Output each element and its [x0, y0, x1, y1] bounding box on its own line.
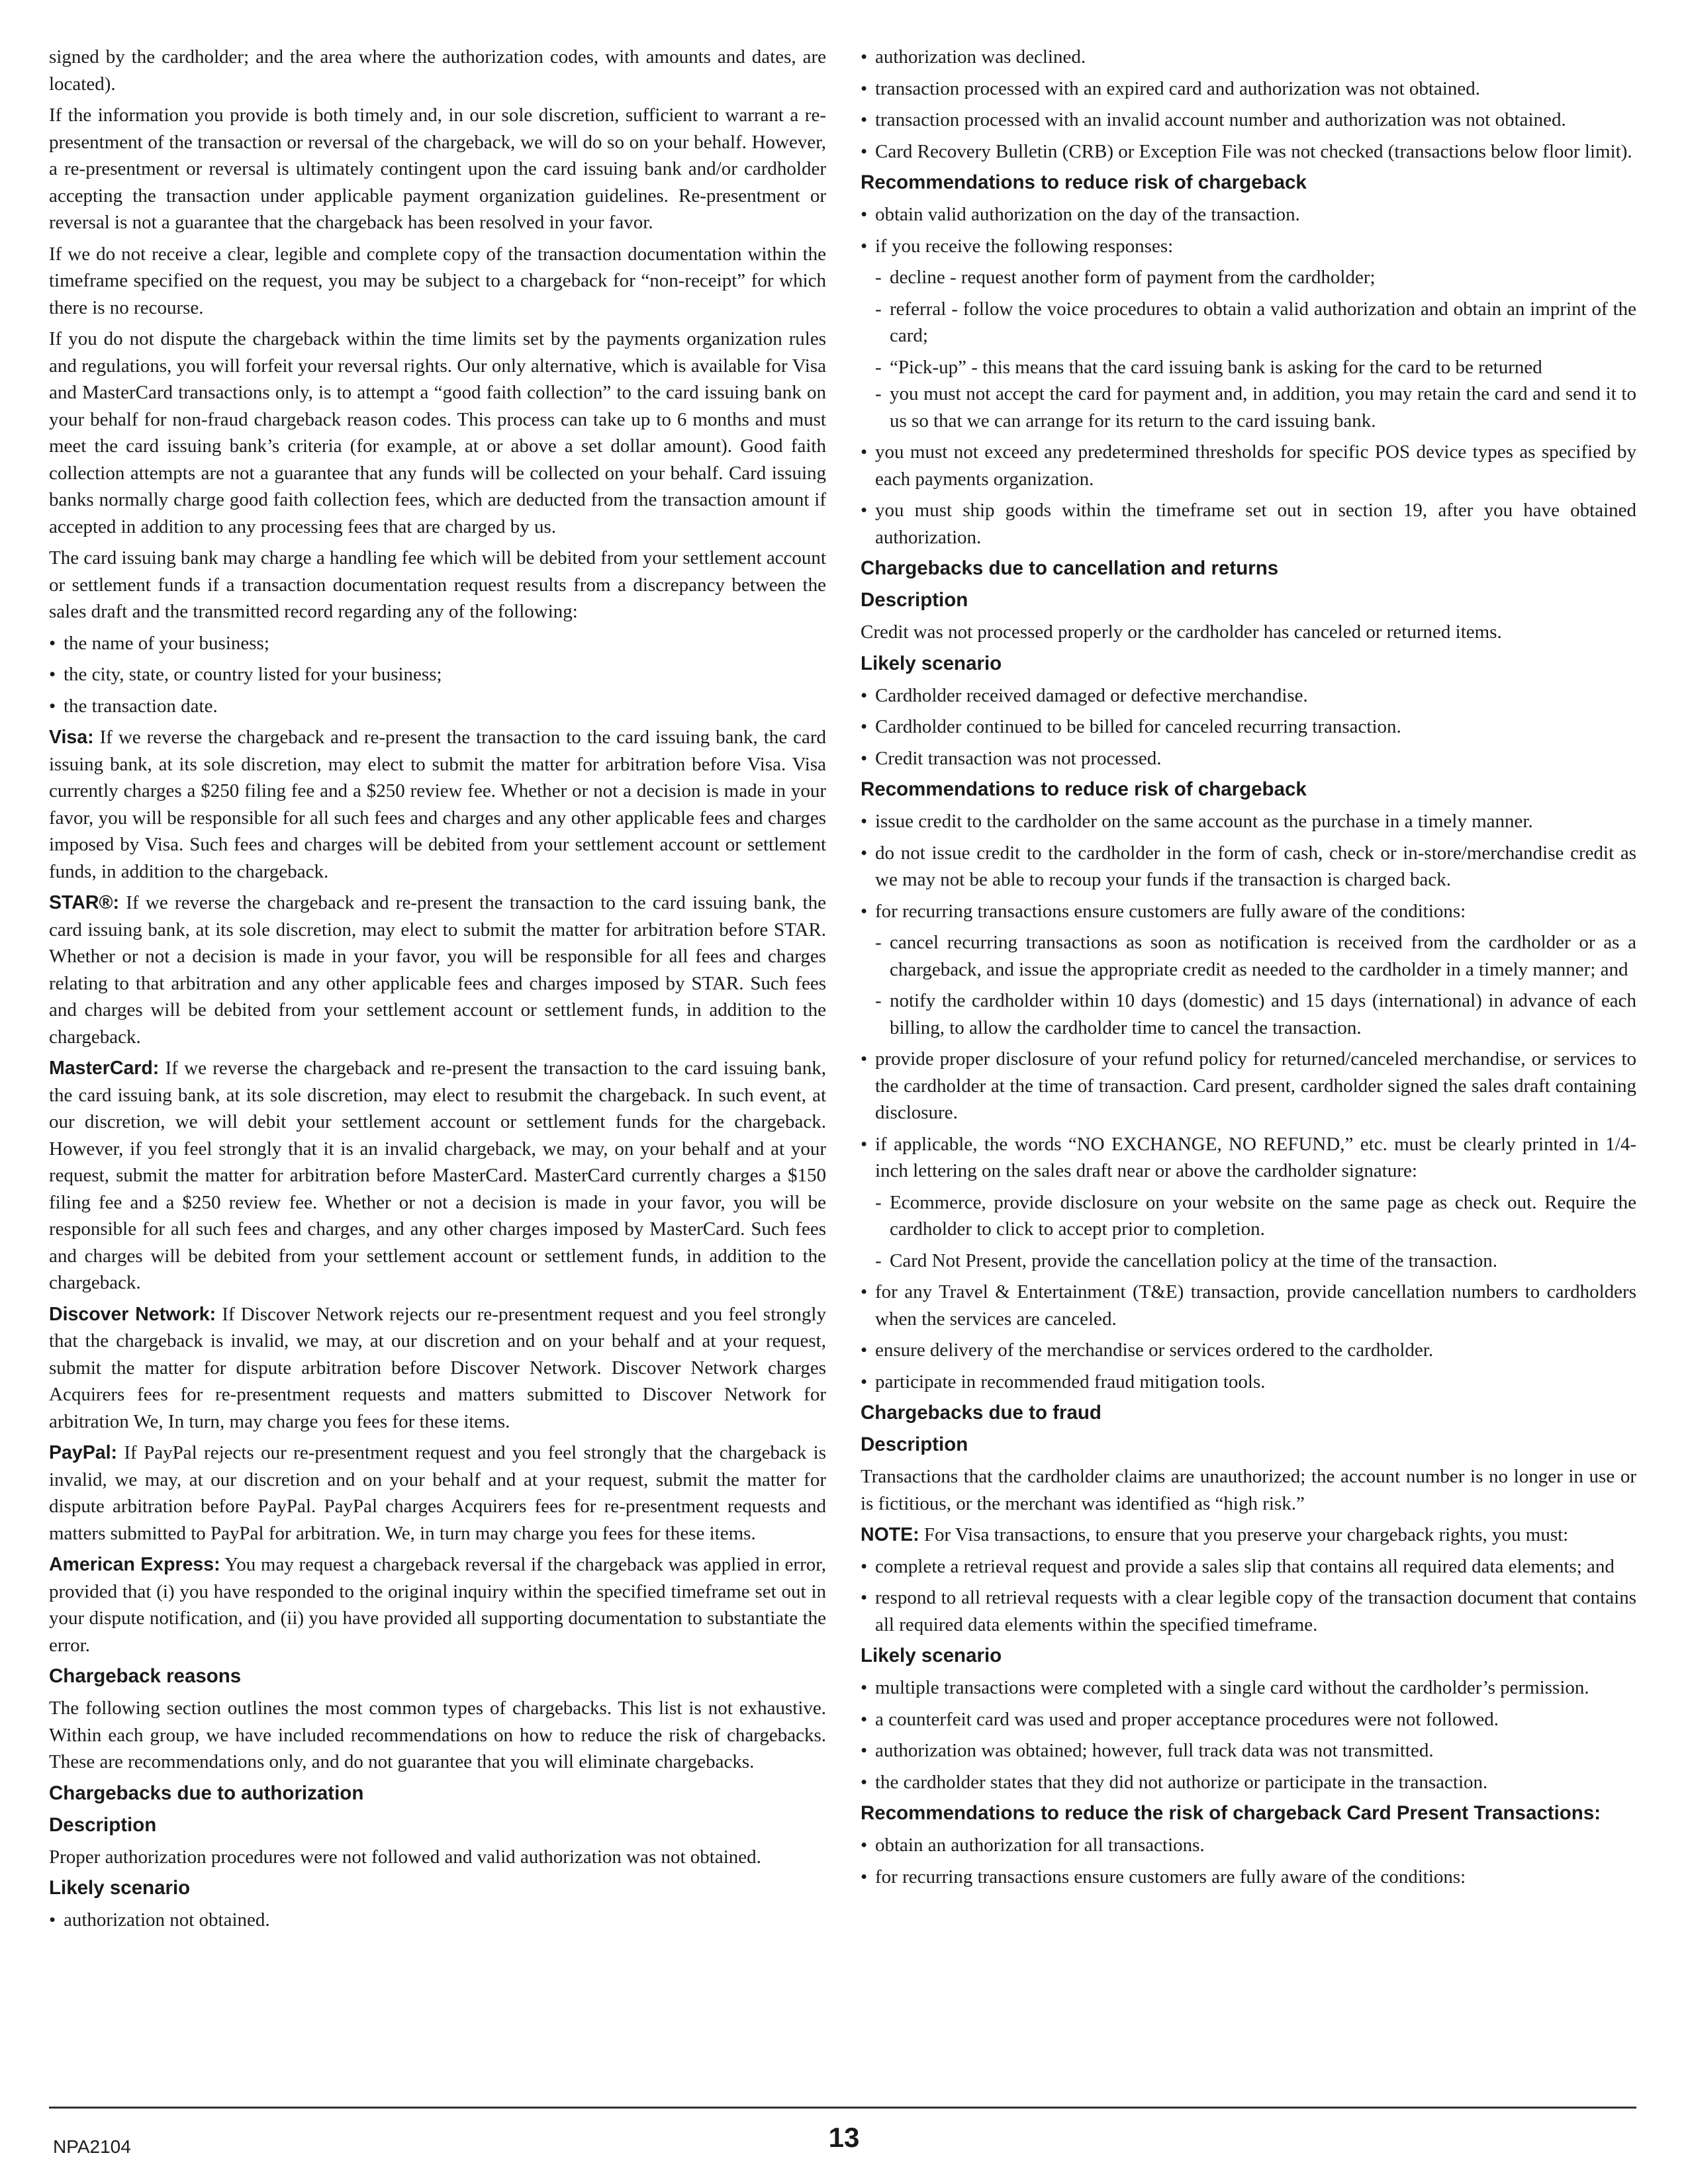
note-text: For Visa transactions, to ensure that you preserve your chargeback rights, you must: — [923, 1524, 1569, 1545]
star-text: If we reverse the chargeback and re-present the transaction to the card issuing bank, the card issuing bank, at its sole discretion, may elect to submit the matter for arbitration before STAR. Whether or not a decision is made in your favor, you will be responsible for all fees and charges relating to that arbitration and any other applicable fees and charges imposed by STAR. Such fees and charges will be debited from your settlement account or settlement funds, in addition to the chargeback. — [49, 892, 826, 1048]
mastercard-text: If we reverse the chargeback and re-present the transaction to the card issuing bank, the card issuing bank, at its sole discretion, may elect to resubmit the chargeback. In such event, at our discretion, we will debit your settlement account or settlement funds for the chargeback. However, if you feel strongly that it is an invalid chargeback, we may, on your behalf and at your request, submit the matter for arbitration before MasterCard. MasterCard currently charges a $150 filing fee and a $250 review fee. Whether or not a decision is made in your favor, you will be responsible for all such fees and charges, and any other charges imposed by MasterCard. Such fees and charges will be debited from your settlement account or settlement funds, in addition to the chargeback. — [49, 1058, 827, 1293]
paypal-lead: PayPal: — [49, 1442, 117, 1463]
bullet-list — [861, 44, 1636, 165]
star-lead: STAR®: — [49, 892, 119, 913]
section-heading: Recommendations to reduce the risk of chargeback Card Present Transactions: — [861, 1802, 1601, 1824]
list-item: • Card Recovery Bulletin (CRB) or Exception File was not checked (transactions below floor limit). — [861, 138, 1636, 165]
list-item: • transaction processed with an expired card and authorization was not obtained. — [861, 75, 1636, 103]
list-item: • respond to all retrieval requests with a clear legible copy of the transaction document that contains all required data elements within the specified timeframe. — [861, 1584, 1636, 1638]
subheading: Description — [861, 1433, 968, 1455]
left-column — [49, 44, 826, 1938]
section-heading: Recommendations to reduce risk of chargeback — [861, 778, 1307, 800]
list-item: • the cardholder states that they did not authorize or participate in the transaction. — [861, 1769, 1636, 1796]
subheading: Likely scenario — [861, 1645, 1002, 1666]
bullet-list — [861, 1553, 1636, 1639]
list-item: - decline - request another form of payment from the cardholder; — [861, 264, 1636, 291]
dash-list — [861, 929, 1636, 1041]
paragraph: If we do not receive a clear, legible and complete copy of the transaction documentation within the timeframe specified on the request, you may be subject to a chargeback for “non-receipt” for which there is no recourse. — [49, 243, 826, 318]
bullet-list — [861, 1279, 1636, 1395]
list-item: • issue credit to the cardholder on the same account as the purchase in a timely manner. — [861, 808, 1636, 835]
dash-list — [861, 264, 1636, 434]
subheading: Likely scenario — [49, 1877, 191, 1899]
section-heading: Chargebacks due to cancellation and returns — [861, 557, 1279, 579]
list-item: • ensure delivery of the merchandise or services ordered to the cardholder. — [861, 1337, 1636, 1364]
list-item: - Ecommerce, provide disclosure on your website on the same page as check out. Require the cardholder to click to accept prior to completion. — [861, 1189, 1636, 1243]
amex-paragraph — [49, 1551, 826, 1659]
bullet-list — [861, 1674, 1636, 1796]
list-item: • a counterfeit card was used and proper acceptance procedures were not followed. — [861, 1706, 1636, 1733]
paragraph: The card issuing bank may charge a handling fee which will be debited from your settlement account or settlement funds if a transaction documentation request results from a discrepancy between the sales draft and the transmitted record regarding any of the following: — [49, 547, 826, 622]
paragraph: Credit was not processed properly or the cardholder has canceled or returned items. — [861, 621, 1502, 643]
subheading: Description — [861, 589, 968, 611]
subheading: Description — [49, 1813, 157, 1836]
list-item: • Cardholder continued to be billed for canceled recurring transaction. — [861, 713, 1636, 741]
visa-lead: Visa: — [49, 727, 94, 748]
visa-paragraph — [49, 724, 826, 885]
list-item: • if applicable, the words “NO EXCHANGE, NO REFUND,” etc. must be clearly printed in 1/4-inch lettering on the sales draft near or above the cardholder signature: — [861, 1131, 1636, 1185]
bullet-list — [861, 1832, 1636, 1890]
list-item: - you must not accept the card for payment and, in addition, you may retain the card and send it to us so that we can arrange for its return to the card issuing bank. — [861, 381, 1636, 434]
subheading: Likely scenario — [861, 652, 1002, 674]
list-item: • authorization was declined. — [861, 44, 1636, 71]
note-lead: NOTE: — [861, 1524, 919, 1545]
discover-text: If Discover Network rejects our re-presentment request and you feel strongly that the chargeback is invalid, we may, at our discretion and on your behalf and at your request, submit the matter for dispute arbitration before Discover Network. Discover Network charges Acquirers fees for re-presentment requests and matters submitted to Discover Network for arbitration We, In turn, may charge you fees for these items. — [49, 1303, 826, 1432]
list-item: • obtain an authorization for all transactions. — [861, 1832, 1636, 1859]
amex-text: You may request a chargeback reversal if the chargeback was applied in error, provided that (i) you have responded to the original inquiry within the specified timeframe set out in your dispute notification, and (ii) you have provided all supporting documentation to substantiate the error. — [49, 1554, 826, 1656]
bullet-list — [861, 201, 1636, 259]
dash-list — [861, 1189, 1636, 1275]
page-number: 13 — [828, 2122, 860, 2153]
right-column — [861, 44, 1636, 1895]
list-item: • you must not exceed any predetermined thresholds for specific POS device types as specified by each payments organization. — [861, 439, 1636, 492]
paragraph: The following section outlines the most common types of chargebacks. This list is not exhaustive. Within each group, we have included recommendations on how to reduce the risk of chargebacks. These are recommendations only, and do not guarantee that you will eliminate chargebacks. — [49, 1698, 826, 1772]
list-item: • the city, state, or country listed for your business; — [49, 661, 826, 688]
paragraph: Proper authorization procedures were not followed and valid authorization was not obtained. — [49, 1846, 761, 1868]
paypal-text: If PayPal rejects our re-presentment request and you feel strongly that the chargeback is invalid, we may, at our discretion and on your behalf and at your request, submit the matter for dispute arbitration before PayPal. PayPal charges Acquirers fees for re-presentment requests and matters submitted to PayPal for arbitration. We, in turn may charge you fees for these items. — [49, 1442, 827, 1544]
document-code: NPA2104 — [53, 2136, 131, 2157]
mastercard-lead: MasterCard: — [49, 1058, 160, 1079]
paragraph: If the information you provide is both timely and, in our sole discretion, sufficient to warrant a re-presentment of the transaction or reversal of the chargeback, we will do so on your behalf. However, a re-presentment or reversal is ultimately contingent upon the card issuing bank and/or cardholder accepting the transaction under applicable payment organization guidelines. Re-presentment or reversal is not a guarantee that the chargeback has been resolved in your favor. — [49, 105, 826, 233]
list-item: • obtain valid authorization on the day of the transaction. — [861, 201, 1636, 228]
footer-divider — [49, 2107, 1636, 2109]
bullet-list — [49, 630, 826, 720]
discover-paragraph — [49, 1301, 826, 1435]
list-item: • for any Travel & Entertainment (T&E) transaction, provide cancellation numbers to cardholders when the services are canceled. — [861, 1279, 1636, 1332]
list-item: • transaction processed with an invalid account number and authorization was not obtained. — [861, 107, 1636, 134]
list-item: - cancel recurring transactions as soon as notification is received from the cardholder or as a chargeback, and issue the appropriate credit as needed to the cardholder in a timely manner; and — [861, 929, 1636, 983]
bullet-list — [861, 682, 1636, 772]
star-paragraph — [49, 889, 826, 1050]
list-item: • the name of your business; — [49, 630, 826, 657]
list-item: - “Pick-up” - this means that the card issuing bank is asking for the card to be returned — [861, 354, 1636, 381]
paragraph: If you do not dispute the chargeback within the time limits set by the payments organization rules and regulations, you will forfeit your reversal rights. Our only alternative, which is available for Visa and MasterCard transactions only, is to attempt a “good faith collection” to the card issuing bank on your behalf for non-fraud chargeback reason codes. This process can take up to 6 months and must meet the card issuing bank’s criteria (for example, at or above a set dollar amount). Good faith collection attempts are not a guarantee that any funds will be collected on your behalf. Card issuing banks normally charge good faith collection fees, which are deducted from the transaction amount if accepted in addition to any processing fees that are charged by us. — [49, 328, 826, 537]
list-item: - Card Not Present, provide the cancellation policy at the time of the transaction. — [861, 1248, 1636, 1275]
list-item: • multiple transactions were completed with a single card without the cardholder’s permission. — [861, 1674, 1636, 1702]
section-heading: Chargebacks due to fraud — [861, 1402, 1102, 1424]
list-item: • authorization not obtained. — [49, 1907, 826, 1934]
paragraph: Transactions that the cardholder claims are unauthorized; the account number is no longer in use or is fictitious, or the merchant was identified as “high risk.” — [861, 1466, 1636, 1514]
visa-text: If we reverse the chargeback and re-present the transaction to the card issuing bank, the card issuing bank, at its sole discretion, may elect to submit the matter for arbitration before Visa. Visa currently charges a $250 filing fee and a $250 review fee. Whether or not a decision is made in your favor, you will be responsible for all such fees and charges and any other applicable fees and charges imposed by Visa. Such fees and charges will be debited from your settlement account or settlement funds, in addition to the chargeback. — [49, 727, 827, 882]
section-heading: Recommendations to reduce risk of chargeback — [861, 171, 1307, 193]
note-paragraph — [861, 1522, 1636, 1549]
amex-lead: American Express: — [49, 1554, 220, 1575]
list-item: • participate in recommended fraud mitigation tools. — [861, 1369, 1636, 1396]
list-item: • provide proper disclosure of your refund policy for returned/canceled merchandise, or services to the cardholder at the time of transaction. Card present, cardholder signed the sales draft containing disclosure. — [861, 1046, 1636, 1126]
list-item: • if you receive the following responses: — [861, 233, 1636, 260]
list-item: • authorization was obtained; however, full track data was not transmitted. — [861, 1737, 1636, 1764]
paragraph: signed by the cardholder; and the area where the authorization codes, with amounts and dates, are located). — [49, 46, 826, 95]
list-item: - referral - follow the voice procedures to obtain a valid authorization and obtain an imprint of the card; — [861, 296, 1636, 349]
list-item: • for recurring transactions ensure customers are fully aware of the conditions: — [861, 1864, 1636, 1891]
bullet-list — [49, 1907, 826, 1934]
list-item: • do not issue credit to the cardholder in the form of cash, check or in-store/merchandise credit as we may not be able to recoup your funds if the transaction is charged back. — [861, 840, 1636, 893]
mastercard-paragraph — [49, 1055, 826, 1297]
bullet-list — [861, 1046, 1636, 1185]
section-heading: Chargeback reasons — [49, 1665, 242, 1687]
bullet-list — [861, 808, 1636, 925]
list-item: • Credit transaction was not processed. — [861, 745, 1636, 772]
list-item: • for recurring transactions ensure customers are fully aware of the conditions: — [861, 898, 1636, 925]
list-item: • you must ship goods within the timeframe set out in section 19, after you have obtained authorization. — [861, 497, 1636, 551]
bullet-list — [861, 439, 1636, 551]
discover-lead: Discover Network: — [49, 1303, 216, 1325]
paypal-paragraph — [49, 1439, 826, 1547]
list-item: - notify the cardholder within 10 days (domestic) and 15 days (international) in advance of each billing, to allow the cardholder time to cancel the transaction. — [861, 987, 1636, 1041]
list-item: • the transaction date. — [49, 693, 826, 720]
list-item: • Cardholder received damaged or defective merchandise. — [861, 682, 1636, 709]
list-item: • complete a retrieval request and provide a sales slip that contains all required data elements; and — [861, 1553, 1636, 1580]
section-heading: Chargebacks due to authorization — [49, 1782, 364, 1804]
